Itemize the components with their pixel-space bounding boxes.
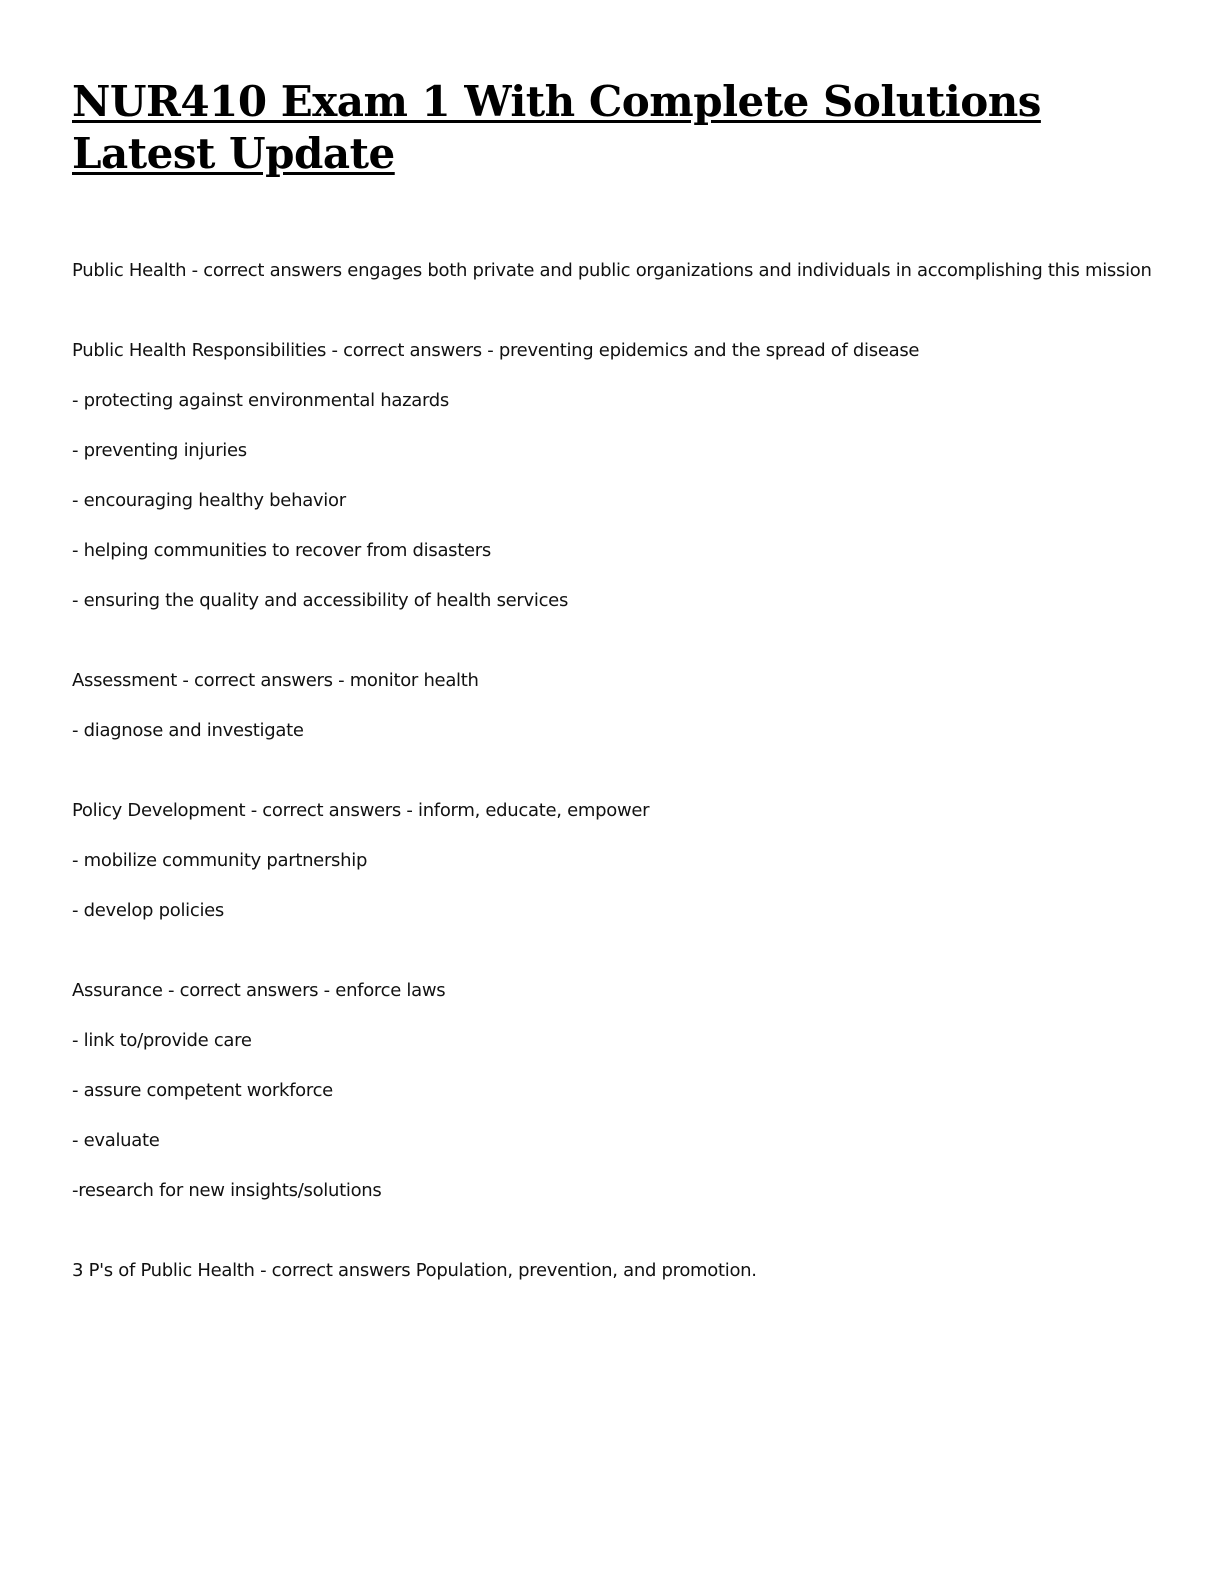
entry-line: Policy Development - correct answers - inform, educate, empower	[72, 800, 650, 821]
entry-assurance	[72, 976, 1152, 1206]
entry-line: - helping communities to recover from disasters	[72, 540, 491, 561]
entry-line: -research for new insights/solutions	[72, 1180, 382, 1201]
entry-policy-development	[72, 796, 1152, 926]
document-page	[72, 76, 1152, 1336]
entry-line: Assurance - correct answers - enforce laws	[72, 980, 446, 1001]
entry-line: 3 P's of Public Health - correct answers Population, prevention, and promotion.	[72, 1260, 757, 1281]
document-title: NUR410 Exam 1 With Complete Solutions Latest Update	[72, 77, 1041, 178]
entry-line: - ensuring the quality and accessibility of health services	[72, 590, 569, 611]
entry-line: - diagnose and investigate	[72, 720, 304, 741]
entry-public-health-responsibilities	[72, 336, 1152, 616]
entry-public-health	[72, 256, 1152, 286]
entry-line: - evaluate	[72, 1130, 160, 1151]
entry-line: - mobilize community partnership	[72, 850, 368, 871]
entry-3-ps-of-public-health	[72, 1256, 1152, 1286]
entry-line: Assessment - correct answers - monitor health	[72, 670, 479, 691]
entry-line: - preventing injuries	[72, 440, 247, 461]
entry-line: Public Health - correct answers engages both private and public organizations and individuals in accomplishing this mission	[72, 260, 1152, 281]
entry-line: - protecting against environmental hazards	[72, 390, 449, 411]
entry-line: - encouraging healthy behavior	[72, 490, 346, 511]
entry-line: - assure competent workforce	[72, 1080, 333, 1101]
entry-line: - link to/provide care	[72, 1030, 252, 1051]
entry-line: Public Health Responsibilities - correct answers - preventing epidemics and the spread of disease	[72, 340, 920, 361]
entry-line: - develop policies	[72, 900, 224, 921]
entry-assessment	[72, 666, 1152, 746]
entries-list	[72, 256, 1152, 1286]
